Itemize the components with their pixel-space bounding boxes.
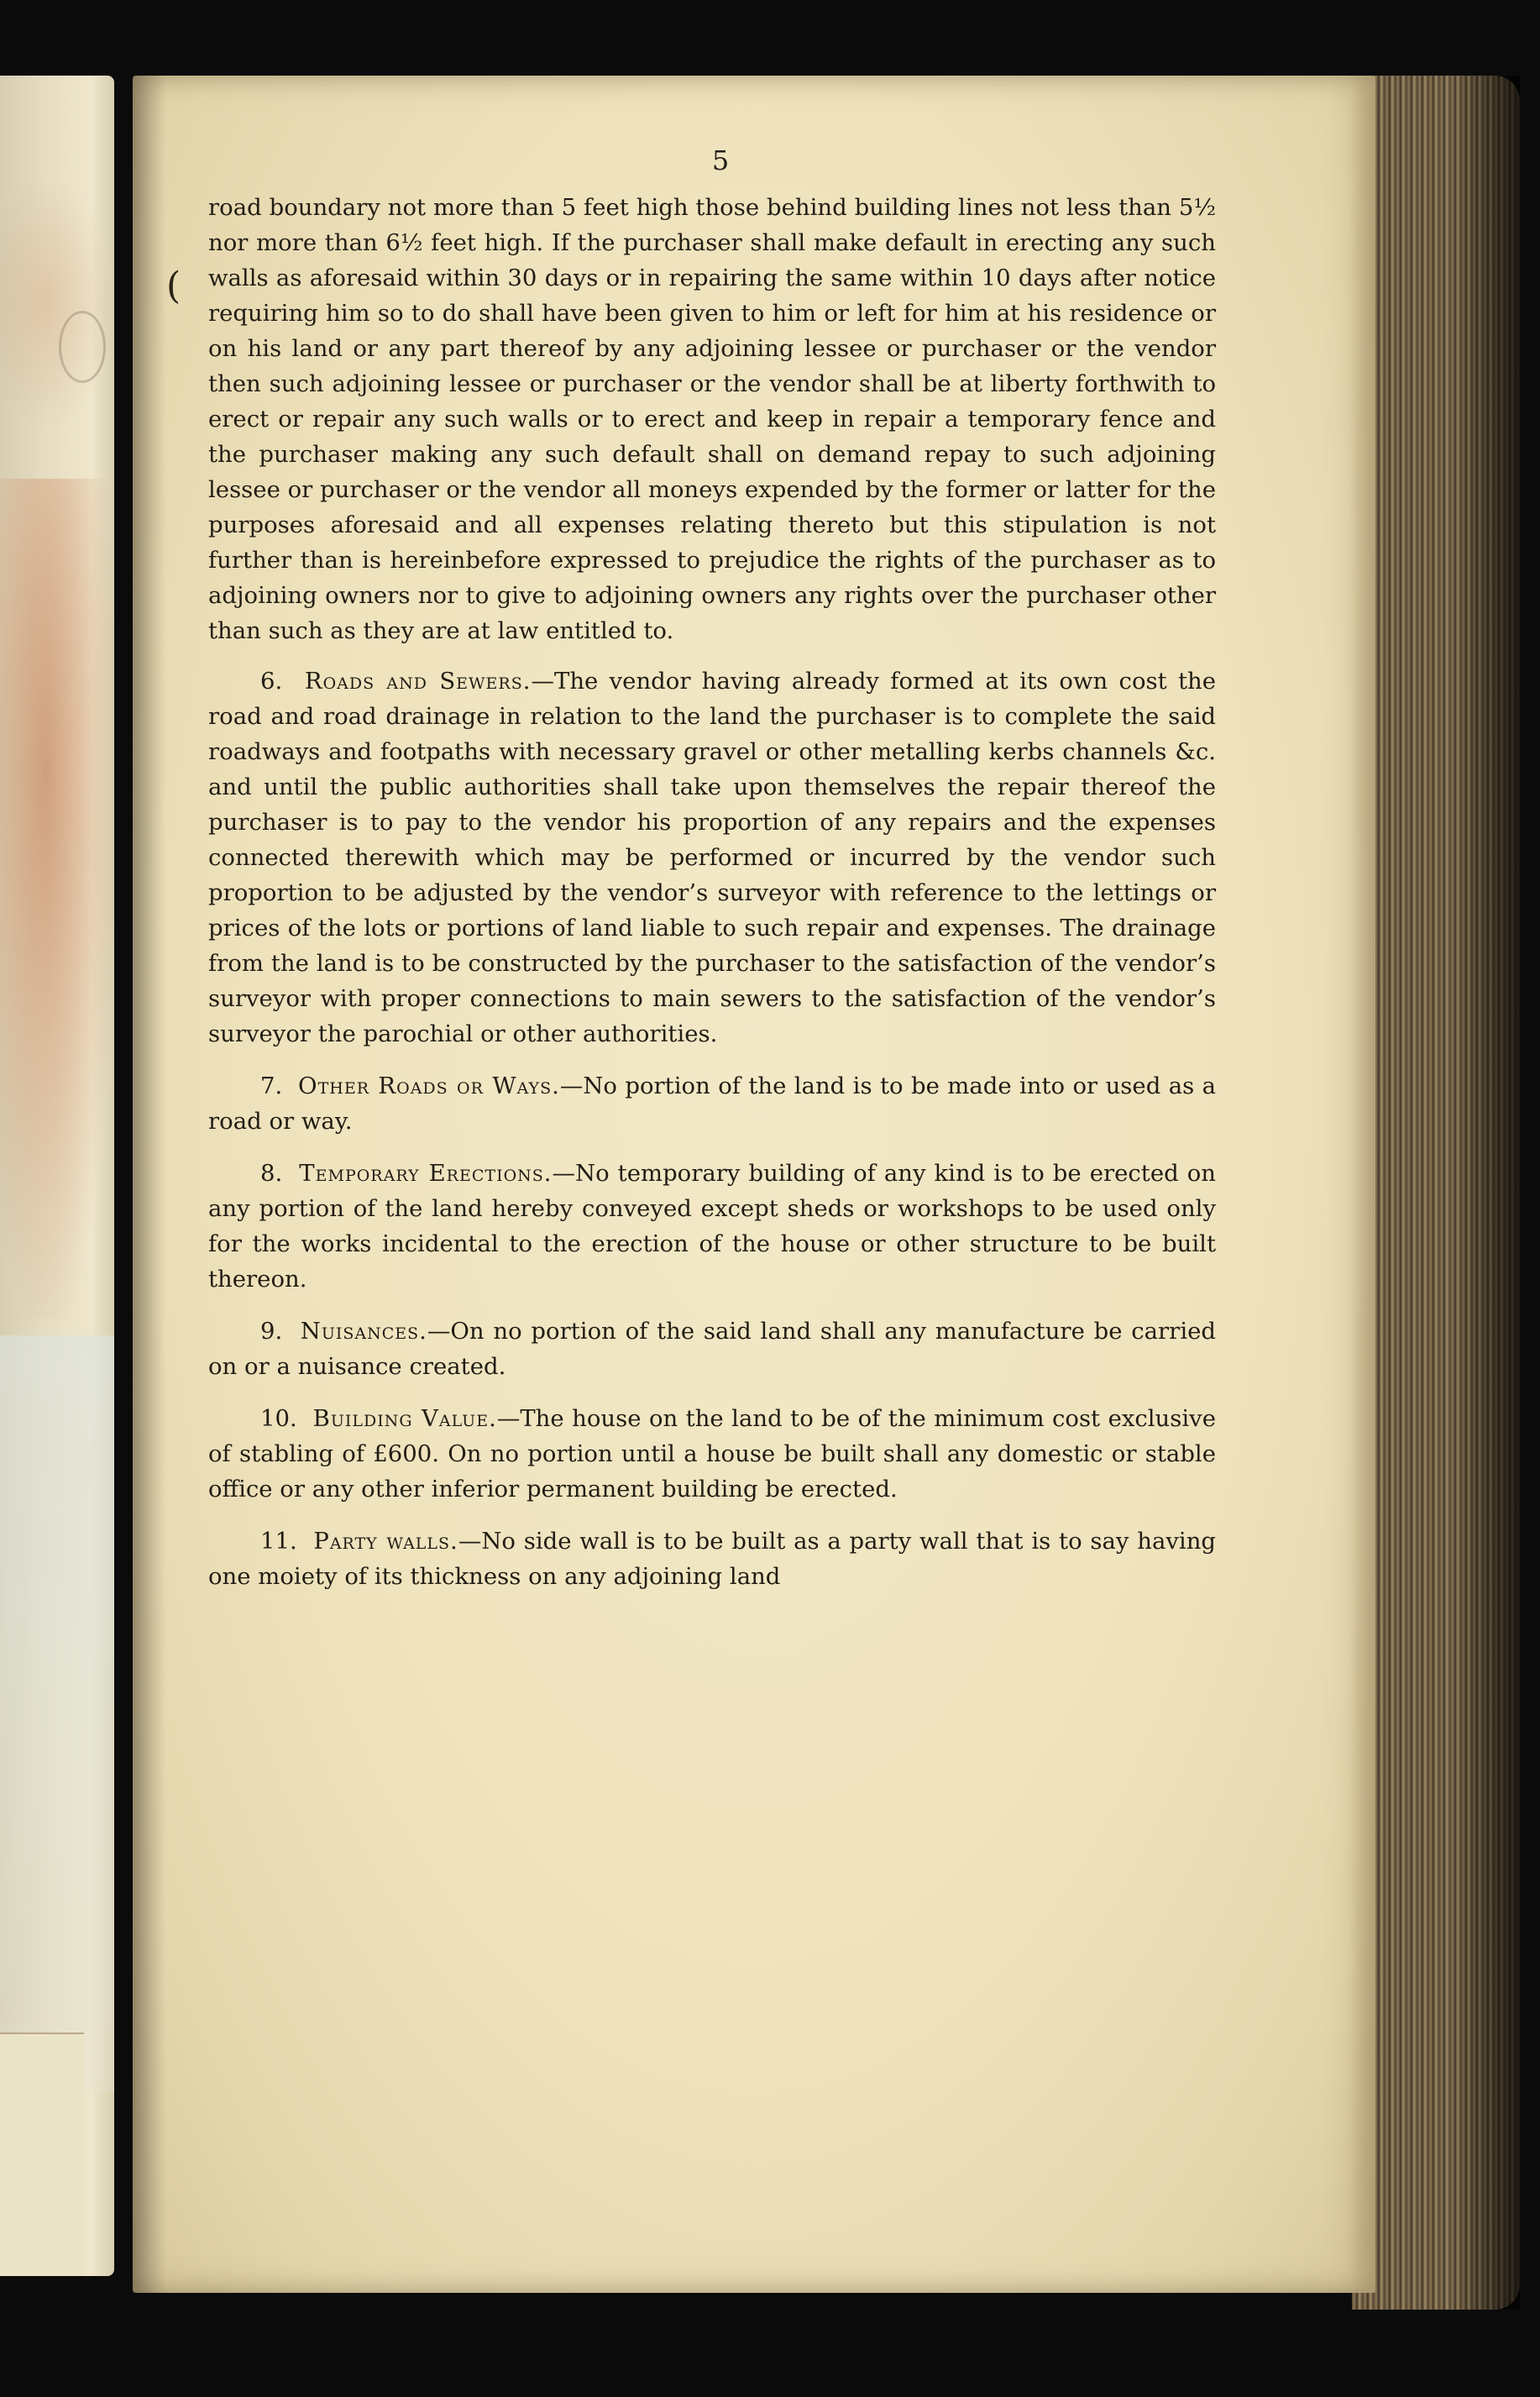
clause-10 <box>208 1401 1216 1507</box>
page-tab <box>0 2032 84 2276</box>
clause-number: 10. <box>260 1405 297 1432</box>
clause-heading: Roads and Sewers. <box>304 668 532 695</box>
page-stain <box>0 176 114 428</box>
clause-heading: Other Roads or Ways. <box>298 1073 560 1099</box>
page-discoloration <box>0 1335 114 2091</box>
clause-11 <box>208 1524 1216 1594</box>
clause-6 <box>208 664 1216 1052</box>
continued-paragraph: road boundary not more than 5 feet high those behind building lines not less than 5½ nor more than 6½ feet high. If the purchaser shall make default in erecting any such walls as aforesaid within 30 days or in repairing the same within 10 days after notice requiring him so to do shall have been given to him or left for him at his residence or on his land or any part thereof by any adjoining lessee or purchaser or the vendor then such adjoining lessee or purchaser or the vendor shall be at liberty forthwith to erect or repair any such walls or to erect and keep in repair a temporary fence and the purchaser making any such default shall on demand repay to such adjoining lessee or purchaser or the vendor all moneys expended by the former or latter for the purposes aforesaid and all expenses relating thereto but this stipulation is not further than is hereinbefore expressed to prejudice the rights of the purchaser as to adjoining owners nor to give to adjoining owners any rights over the purchaser other than such as they are at law entitled to. <box>208 194 1216 644</box>
clause-9 <box>208 1314 1216 1384</box>
page-right-fold <box>1350 76 1375 2293</box>
page-gutter-shadow <box>133 76 166 2293</box>
page-number: 5 <box>711 144 730 176</box>
clause-text: —No portion of the land is to be made into or used as a road or way. <box>208 1073 1216 1135</box>
clause-text: —The vendor having already formed at its own cost the road and road drainage in relation to the land the purchaser is to complete the said roadways and footpaths with necessary gravel or other metalling kerbs channels &c. and until the public authorities shall take upon themselves the repair thereof the purchaser is to pay to the vendor his proportion of any repairs and the expenses connected therewith which may be performed or incurred by the vendor such proportion to be adjusted by the vendor’s surveyor with reference to the lettings or prices of the lots or portions of land liable to such repair and expenses. The drainage from the land is to be constructed by the purchaser to the satisfaction of the vendor’s surveyor with proper connections to main sewers to the satisfaction of the vendor’s surveyor the parochial or other authorities. <box>208 668 1217 1047</box>
margin-mark: ( <box>166 265 181 307</box>
clause-8 <box>208 1156 1216 1297</box>
clause-heading: Temporary Erections. <box>299 1160 553 1187</box>
clause-text: —No side wall is to be built as a party wall that is to say having one moiety of its thickness on any adjoining land <box>208 1528 1217 1590</box>
clause-7 <box>208 1068 1216 1139</box>
clause-number: 11. <box>260 1528 297 1555</box>
clause-heading: Nuisances. <box>300 1318 427 1345</box>
clause-heading: Party walls. <box>313 1528 458 1555</box>
clause-text: —The house on the land to be of the minimum cost exclusive of stabling of £600. On no portion until a house be built shall any domestic or stable office or any other inferior permanent building be erected. <box>208 1405 1216 1503</box>
edge-shadow <box>1453 76 1520 2310</box>
clause-heading: Building Value. <box>312 1405 497 1432</box>
page-stain <box>0 479 114 1319</box>
clause-number: 7. <box>260 1073 283 1099</box>
clause-text: —On no portion of the said land shall any manufacture be carried on or a nuisance created. <box>208 1318 1217 1380</box>
page-curl-mark <box>59 311 106 383</box>
clause-number: 9. <box>260 1318 283 1345</box>
clause-text: —No temporary building of any kind is to be erected on any portion of the land hereby conveyed except sheds or workshops to be used only for the works incidental to the erection of the house or other structure to be built thereon. <box>208 1160 1217 1293</box>
page-edge-stack <box>1352 76 1520 2310</box>
clause-number: 6. <box>260 668 283 695</box>
text-block <box>208 143 1216 1611</box>
clause-number: 8. <box>260 1160 283 1187</box>
facing-left-page <box>0 76 114 2276</box>
